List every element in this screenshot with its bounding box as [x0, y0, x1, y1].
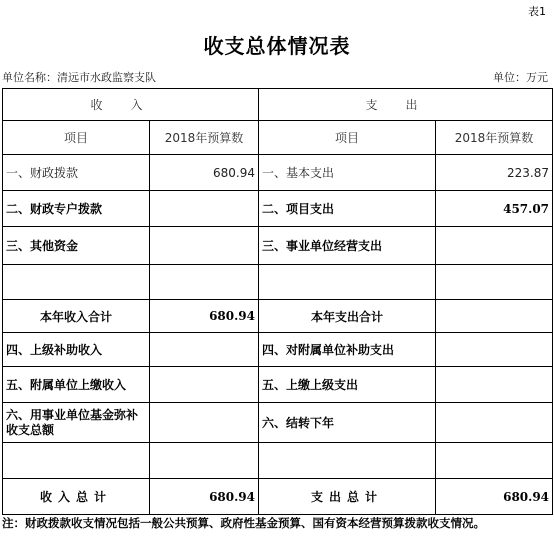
income-value: [150, 367, 259, 403]
expense-budget-header: 2018年预算数: [436, 121, 553, 155]
expense-item: 二、项目支出: [259, 191, 436, 227]
expense-value: [436, 333, 553, 367]
table-row: [3, 333, 553, 367]
expense-item: 三、事业单位经营支出: [259, 227, 436, 265]
expense-subtotal-label: 本年支出合计: [259, 300, 436, 333]
expense-total-label: 支出总计: [259, 479, 436, 515]
income-value: [150, 227, 259, 265]
expense-item: 四、对附属单位补助支出: [259, 333, 436, 367]
income-item: 四、上级补助收入: [3, 333, 150, 367]
income-value: [150, 191, 259, 227]
income-value: 680.94: [150, 155, 259, 191]
budget-table: [2, 88, 553, 515]
income-budget-header: 2018年预算数: [150, 121, 259, 155]
expense-item: 五、上缴上级支出: [259, 367, 436, 403]
expense-item: [259, 443, 436, 479]
form-number: 表1: [528, 5, 546, 18]
expense-total-value: 680.94: [436, 479, 553, 515]
unit-label: 单位：万元: [493, 71, 548, 84]
expense-value: [436, 403, 553, 443]
expense-item: 一、基本支出: [259, 155, 436, 191]
page-title: 收支总体情况表: [203, 34, 351, 58]
expense-value: [436, 443, 553, 479]
table-row: [3, 367, 553, 403]
table-row: [3, 403, 553, 443]
table-row: [3, 191, 553, 227]
table-row: [3, 300, 553, 333]
table-row: [3, 265, 553, 300]
expense-value: [436, 265, 553, 300]
expense-item-header: 项目: [259, 121, 436, 155]
income-item: [3, 265, 150, 300]
income-item: [3, 443, 150, 479]
income-value: [150, 443, 259, 479]
table-row: [3, 443, 553, 479]
income-item: 三、其他资金: [3, 227, 150, 265]
expense-value: [436, 227, 553, 265]
income-item: 五、附属单位上缴收入: [3, 367, 150, 403]
income-item-header: 项目: [3, 121, 150, 155]
unit-name: 单位名称：清远市水政监察支队: [2, 71, 156, 84]
expense-item: 六、结转下年: [259, 403, 436, 443]
income-subtotal-label: 本年收入合计: [3, 300, 150, 333]
income-value: [150, 403, 259, 443]
income-subtotal-value: 680.94: [150, 300, 259, 333]
income-total-value: 680.94: [150, 479, 259, 515]
income-item: 一、财政拨款: [3, 155, 150, 191]
expense-item: [259, 265, 436, 300]
expense-value: 223.87: [436, 155, 553, 191]
table-row: [3, 155, 553, 191]
income-item: 二、财政专户拨款: [3, 191, 150, 227]
table-row: [3, 227, 553, 265]
income-item: 六、用事业单位基金弥补收支总额: [3, 403, 150, 443]
expense-value: 457.07: [436, 191, 553, 227]
expense-subtotal-value: [436, 300, 553, 333]
income-value: [150, 333, 259, 367]
footnote: 注：财政拨款收支情况包括一般公共预算、政府性基金预算、国有资本经营预算拨款收支情况。: [2, 516, 485, 530]
expense-value: [436, 367, 553, 403]
income-value: [150, 265, 259, 300]
expense-section-header: 支出: [259, 89, 553, 121]
income-total-label: 收入总计: [3, 479, 150, 515]
income-section-header: 收入: [3, 89, 259, 121]
table-row: [3, 479, 553, 515]
